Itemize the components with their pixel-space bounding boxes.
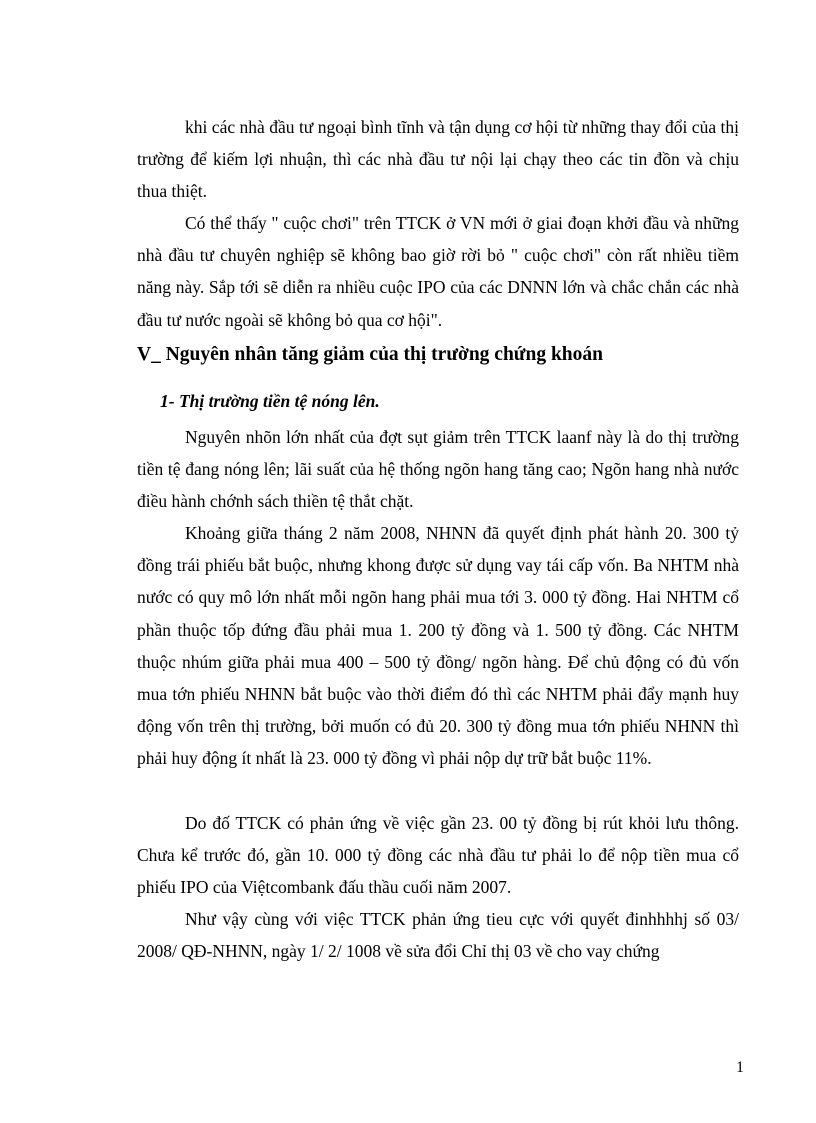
section-heading: V_ Nguyên nhân tăng giảm của thị trường chứng khoán — [137, 344, 604, 365]
page-number: 1 — [736, 1059, 744, 1076]
paragraph-3: Nguyên nhõn lớn nhất của đợt sụt giảm trên TTCK laanf này là do thị trường tiền tệ đang nóng lên; lãi suất của hệ thống ngõn hang tăng cao; Ngõn hang nhà nước điều hành chớnh sách thiền tệ thắt chặt. — [137, 427, 739, 512]
paragraph-6: Như vậy cùng với việc TTCK phản ứng tieu cực với quyết đinhhhhj số 03/ 2008/ QĐ-NHNN, ngày 1/ 2/ 1008 về sửa đổi Chỉ thị 03 về cho vay chứng — [137, 909, 739, 962]
subsection-heading: 1- Thị trường tiền tệ nóng lên. — [160, 391, 380, 411]
paragraph-2: Có thể thấy " cuộc chơi" trên TTCK ở VN mới ở giai đoạn khởi đầu và những nhà đầu tư chuyên nghiệp sẽ không bao giờ rời bỏ " cuộc chơi" còn rất nhiều tiềm năng này. Sắp tới sẽ diễn ra nhiều cuộc IPO của các DNNN lớn và chắc chắn các nhà đầu tư nước ngoài sẽ không bỏ qua cơ hội". — [137, 213, 739, 330]
paragraph-5: Do đố TTCK có phản ứng về việc gần 23. 00 tỷ đồng bị rút khỏi lưu thông. Chưa kể trước đó, gần 10. 000 tỷ đồng các nhà đầu tư phải lo để nộp tiền mua cổ phiếu IPO của Việtcombank đấu thầu cuối năm 2007. — [137, 813, 739, 898]
paragraph-1: khi các nhà đầu tư ngoại bình tĩnh và tận dụng cơ hội từ những thay đổi của thị trường để kiếm lợi nhuận, thì các nhà đầu tư nội lại chạy theo các tin đồn và chịu thua thiệt. — [137, 117, 739, 202]
paragraph-4: Khoảng giữa tháng 2 năm 2008, NHNN đã quyết định phát hành 20. 300 tỷ đồng trái phiếu bắt buộc, nhưng khong được sử dụng vay tái cấp vốn. Ba NHTM nhà nước có quy mô lớn nhất mỗi ngõn hang phải mua tới 3. 000 tỷ đồng. Hai NHTM cổ phần thuộc tốp đứng đầu phải mua 1. 200 tỷ đồng và 1. 500 tỷ đồng. Các NHTM thuộc nhúm giữa phải mua 400 – 500 tỷ đồng/ ngõn hàng. Để chủ động có đủ vốn mua tớn phiếu NHNN bắt buộc vào thời điểm đó thì các NHTM phải đẩy mạnh huy động vốn trên thị trường, bởi muốn có đủ 20. 300 tỷ đồng mua tớn phiếu NHNN thì phải huy động ít nhất là 23. 000 tỷ đồng vì phải nộp dự trữ bắt buộc 11%. — [137, 523, 739, 769]
